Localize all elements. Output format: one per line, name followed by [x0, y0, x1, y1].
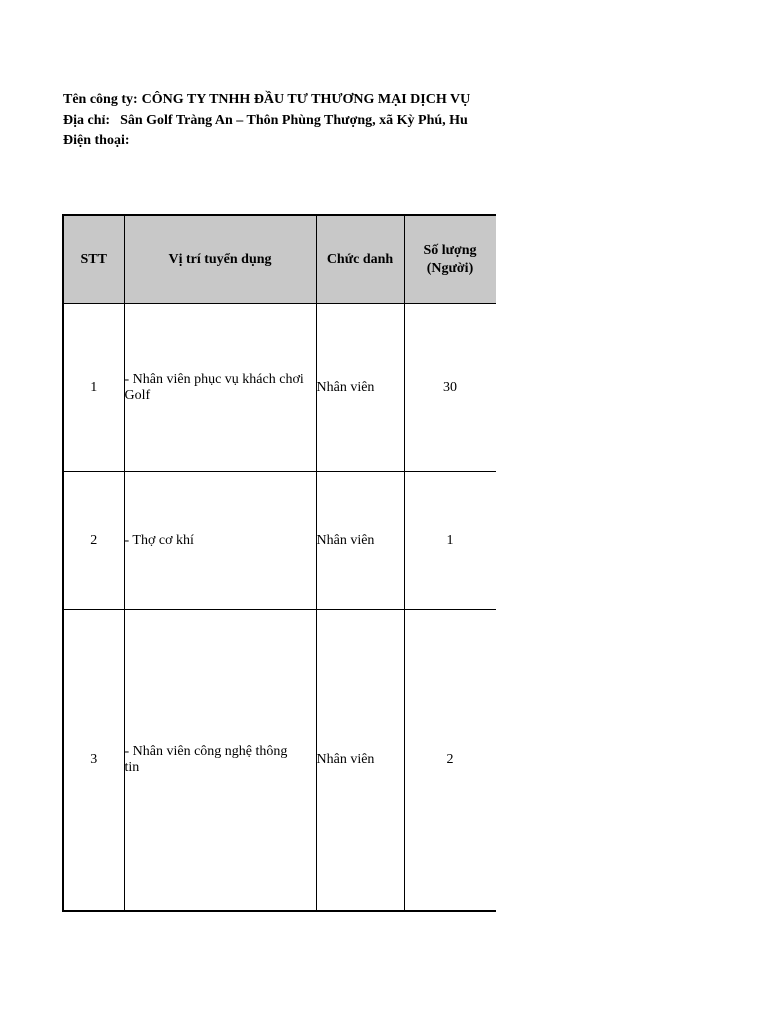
- company-address-line: [63, 111, 470, 132]
- row-title: Nhân viên: [316, 304, 404, 472]
- row-quantity: 1: [404, 472, 496, 610]
- company-address-value: Sân Golf Tràng An – Thôn Phùng Thượng, xã Kỳ Phú, Hu: [120, 112, 468, 128]
- header-title: Chức danh: [316, 215, 404, 304]
- row-position: - Thợ cơ khí: [124, 472, 316, 610]
- row-position: - Nhân viên công nghệ thông tin: [124, 610, 316, 911]
- row-title: Nhân viên: [316, 472, 404, 610]
- company-name-line: [63, 90, 470, 111]
- company-name-value: CÔNG TY TNHH ĐẦU TƯ THƯƠNG MẠI DỊCH VỤ: [141, 92, 471, 107]
- company-name-label: Tên công ty:: [63, 92, 138, 107]
- row-position: - Nhân viên phục vụ khách chơi Golf: [124, 304, 316, 472]
- row-stt: 3: [63, 610, 124, 911]
- row-quantity: 2: [404, 610, 496, 911]
- table-header-row: [63, 215, 496, 304]
- company-header: [63, 90, 470, 152]
- recruitment-table: [62, 214, 496, 912]
- row-stt: 2: [63, 472, 124, 610]
- company-phone-label: Điện thoại:: [63, 133, 130, 148]
- row-quantity: 30: [404, 304, 496, 472]
- header-stt: STT: [63, 215, 124, 304]
- company-phone-line: [63, 131, 470, 152]
- row-title: Nhân viên: [316, 610, 404, 911]
- header-position: Vị trí tuyển dụng: [124, 215, 316, 304]
- table-row: [63, 472, 496, 610]
- row-stt: 1: [63, 304, 124, 472]
- table-row: [63, 610, 496, 911]
- header-quantity-label: Số lượng (Người): [423, 242, 477, 276]
- table-row: [63, 304, 496, 472]
- header-quantity: [404, 215, 496, 304]
- company-address-label: Địa chỉ:: [63, 112, 111, 128]
